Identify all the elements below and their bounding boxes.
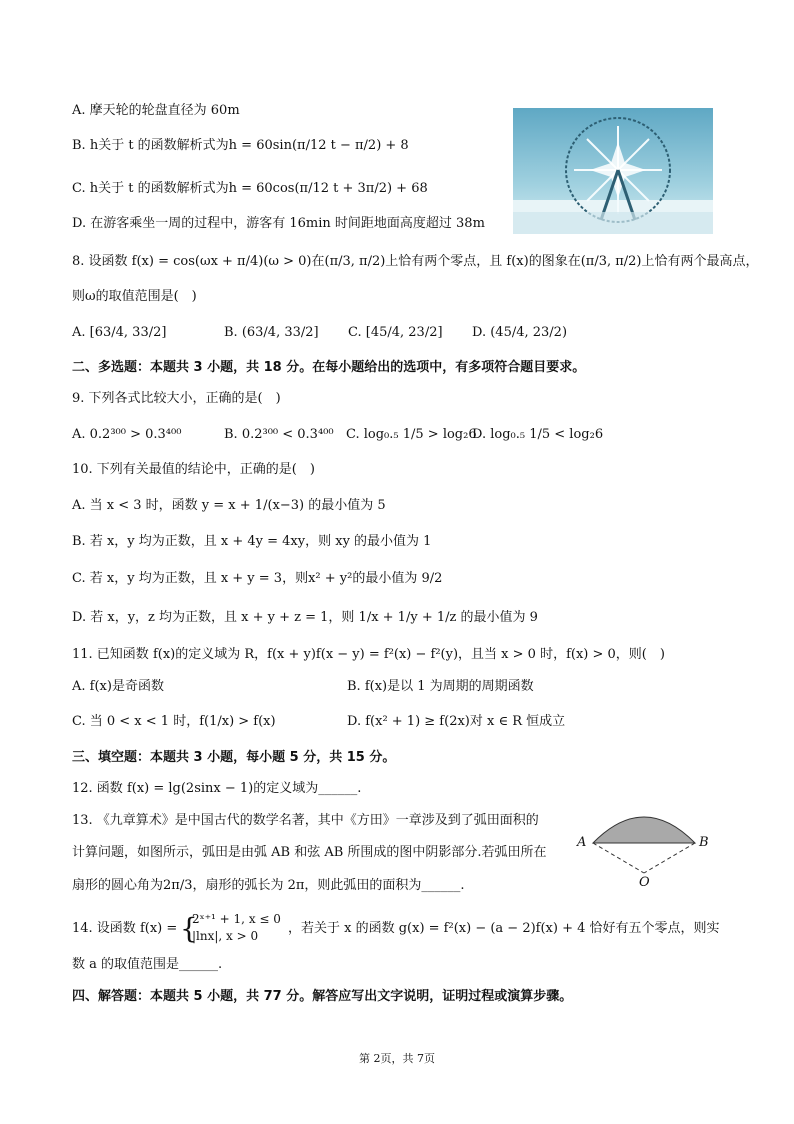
q10-option-b: B. 若 x，y 均为正数，且 x + 4y = 4xy，则 xy 的最小值为 1 bbox=[72, 534, 432, 549]
section-3-heading: 三、填空题：本题共 3 小题，每小题 5 分，共 15 分。 bbox=[72, 750, 396, 765]
q14-case-2: |lnx|, x > 0 bbox=[192, 929, 259, 943]
q7-option-b: B. h关于 t 的函数解析式为h = 60sin(π/12 t − π/2) + 8 bbox=[72, 138, 409, 153]
q10-stem: 10. 下列有关最值的结论中，正确的是( ) bbox=[72, 462, 315, 477]
q11-option-d: D. f(x² + 1) ≥ f(2x)对 x ∈ R 恒成立 bbox=[347, 714, 566, 729]
arc-field-figure bbox=[575, 805, 715, 893]
point-o-label: O bbox=[639, 875, 650, 890]
section-2-heading: 二、多选题：本题共 3 小题，共 18 分。在每小题给出的选项中，有多项符合题目要求。 bbox=[72, 360, 586, 375]
q9-stem: 9. 下列各式比较大小，正确的是( ) bbox=[72, 391, 281, 406]
q14-stem-rest: ，若关于 x 的函数 g(x) = f²(x) − (a − 2)f(x) + 4 恰好有五个零点，则实 bbox=[288, 921, 720, 936]
point-a-label: A bbox=[577, 835, 587, 850]
q14-stem-line2: 数 a 的取值范围是______. bbox=[72, 957, 223, 972]
q14-case-1: 2ˣ⁺¹ + 1, x ≤ 0 bbox=[192, 912, 281, 926]
q13-line3: 扇形的圆心角为2π/3，扇形的弧长为 2π，则此弧田的面积为______. bbox=[72, 878, 465, 893]
q10-option-d: D. 若 x，y，z 均为正数，且 x + y + z = 1，则 1/x + 1/y + 1/z 的最小值为 9 bbox=[72, 610, 538, 625]
q9-option-c: C. log₀.₅ 1/5 > log₂6 bbox=[346, 427, 477, 442]
q11-stem: 11. 已知函数 f(x)的定义域为 R，f(x + y)f(x − y) = f²(x) − f²(y)，且当 x > 0 时，f(x) > 0，则( ) bbox=[72, 647, 665, 662]
q10-option-a: A. 当 x < 3 时，函数 y = x + 1/(x−3) 的最小值为 5 bbox=[72, 498, 386, 513]
q14-brace: { bbox=[180, 912, 198, 945]
q7-option-d: D. 在游客乘坐一周的过程中，游客有 16min 时间距地面高度超过 38m bbox=[72, 216, 485, 231]
q9-option-d: D. log₀.₅ 1/5 < log₂6 bbox=[472, 427, 604, 442]
q9-option-b: B. 0.2³⁰⁰ < 0.3⁴⁰⁰ bbox=[224, 427, 334, 442]
section-4-heading: 四、解答题：本题共 5 小题，共 77 分。解答应写出文字说明，证明过程或演算步骤。 bbox=[72, 989, 573, 1004]
q8-option-c: C. [45/4, 23/2] bbox=[348, 325, 443, 340]
q13-line2: 计算问题，如图所示，弧田是由弧 AB 和弦 AB 所围成的图中阴影部分.若弧田所在 bbox=[72, 845, 547, 860]
q14-stem-start: 14. 设函数 f(x) = bbox=[72, 921, 178, 936]
q8-option-d: D. (45/4, 23/2) bbox=[472, 325, 568, 340]
q10-option-c: C. 若 x，y 均为正数，且 x + y = 3，则x² + y²的最小值为 9/2 bbox=[72, 571, 443, 586]
q8-stem-line2: 则ω的取值范围是( ) bbox=[72, 289, 197, 304]
q7-option-a: A. 摩天轮的轮盘直径为 60m bbox=[72, 103, 240, 118]
page-footer: 第 2页，共 7页 bbox=[359, 1052, 435, 1065]
q8-option-b: B. (63/4, 33/2] bbox=[224, 325, 319, 340]
q8-stem-line1: 8. 设函数 f(x) = cos(ωx + π/4)(ω > 0)在(π/3, π/2)上恰有两个零点，且 f(x)的图象在(π/3, π/2)上恰有两个最高点， bbox=[72, 254, 759, 269]
q8-option-a: A. [63/4, 33/2] bbox=[72, 325, 167, 340]
q11-option-c: C. 当 0 < x < 1 时，f(1/x) > f(x) bbox=[72, 714, 276, 729]
q9-option-a: A. 0.2³⁰⁰ > 0.3⁴⁰⁰ bbox=[72, 427, 182, 442]
q7-option-c: C. h关于 t 的函数解析式为h = 60cos(π/12 t + 3π/2) + 68 bbox=[72, 181, 428, 196]
q13-line1: 13. 《九章算术》是中国古代的数学名著，其中《方田》一章涉及到了弧田面积的 bbox=[72, 813, 539, 828]
ferris-wheel-photo bbox=[513, 108, 713, 234]
q11-option-b: B. f(x)是以 1 为周期的周期函数 bbox=[347, 679, 534, 694]
q12-stem: 12. 函数 f(x) = lg(2sinx − 1)的定义域为______. bbox=[72, 781, 362, 796]
q11-option-a: A. f(x)是奇函数 bbox=[72, 679, 164, 694]
point-b-label: B bbox=[699, 835, 709, 850]
